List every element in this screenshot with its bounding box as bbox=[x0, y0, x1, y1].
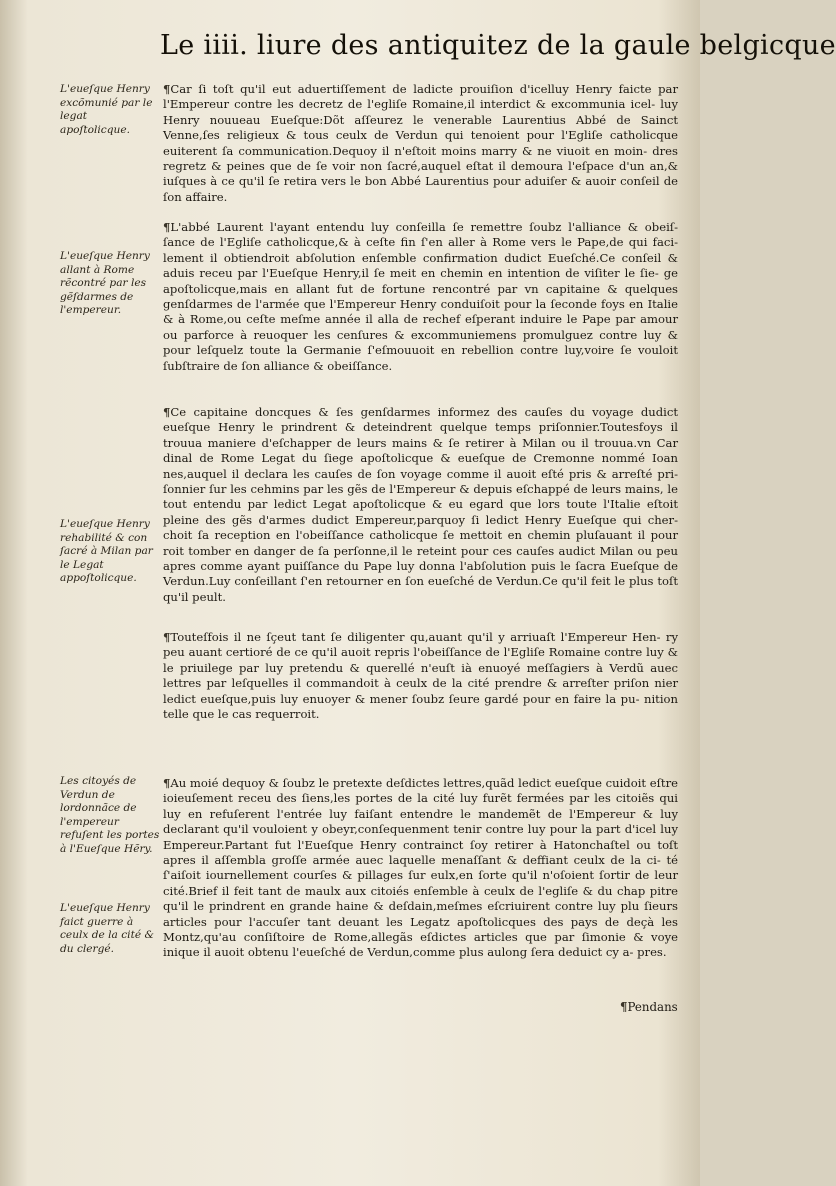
paragraph-4 bbox=[163, 630, 678, 722]
paragraph-text: Ce capitaine doncques & ſes genſdarmes informez des cauſes du voyage dudict eueſque Henry le prindrent & deteindrent quelque temps priſonnier.Toutesfoys il trouua maniere d'eſchapper de leurs mains & ſe retirer à Milan ou il trouua.vn Car dinal de Rome Legat du ſiege apoſtolicque & eueſque de Cremonne nommé Ioan nes,auquel il declara les cauſes de ſon voyage comme il auoit eſté pris & arreſté pri- ſonnier ſur les cehmins par les gẽs de l'Empereur & depuis eſchappé de leurs mains, le tout entendu par ledict Legat apoſtolicque & eu egard que lors toute l'Italie eſtoit pleine des gẽs d'armes dudict Empereur,parquoy ſi ledict Henry Eueſque qui cher- choit ſa reception en l'obeiſſance catholicque ſe mettoit en chemin pluſauant il pour roit tomber en danger de ſa perſonne,il le reteint pour ces cauſes audict Milan ou peu apres comme ayant puiſſance du Pape luy donna l'abſolution puis le ſacra Eueſque de Verdun.Luy conſeillant ſ'en retourner en ſon eueſché de Verdun.Ce qu'il feit le plus toſt qu'il peult. bbox=[163, 405, 678, 604]
paragraph-text: Touteſfois il ne ſçeut tant ſe diligenter qu,auant qu'il y arriuaſt l'Empereur Hen- ry peu auant certioré de ce qu'il auoit repris l'obeiſſance de l'Egliſe Romaine contre luy & le priuilege par luy pretendu & querellé n'euſt ià enuoyé meſſagiers à Verdũ auec lettres par leſquelles il commandoit à ceulx de la cité prendre & arreſter priſon nier ledict eueſque,puis luy enuoyer & mener ſoubz ſeure gardé pour en faire la pu- nition telle que le cas requerroit. bbox=[163, 630, 678, 722]
paragraph-2 bbox=[163, 220, 678, 374]
margin-note-citizens: Les citoyés de Verdun de lordonnãce de l'empereur refuſent les portes à l'Eueſque Hẽry. bbox=[60, 775, 160, 855]
paragraph-5 bbox=[163, 776, 678, 961]
running-header: Le iiii. liure des antiquitez de la gaule belgicque bbox=[160, 30, 836, 61]
pilcrow-icon: ¶ bbox=[163, 82, 171, 96]
margin-note-rome-journey: L'eueſque Henry allant à Rome rẽcontré par les gẽſdarmes de l'empereur. bbox=[60, 250, 150, 317]
margin-note-war: L'eueſque Henry faict guerre à ceulx de la cité & du clergé. bbox=[60, 902, 154, 955]
pilcrow-icon: ¶ bbox=[163, 405, 171, 419]
paragraph-text: Car ſi toſt qu'il eut aduertiſſement de ladicte prouiſion d'icelluy Henry faicte par l'Empereur contre les decretz de l'egliſe Romaine,il interdict & excommunia icel- luy Henry nouueau Eueſque:Dõt aſſeurez le venerable Laurentius Abbé de Sainct Venne,ſes religieux & tous ceulx de Verdun qui tenoient pour l'Egliſe catholicque euiterent ſa communication.Dequoy il n'eſtoit moins marry & ne viuoit en moin- dres regretz & peines que de ſe voir non ſacré,auquel eſtat il demoura l'eſpace d'un an,& iuſques à ce qu'il ſe retira vers le bon Abbé Laurentius pour aduiſer & auoir conſeil de ſon affaire. bbox=[163, 82, 678, 204]
paragraph-text: L'abbé Laurent l'ayant entendu luy conſeilla ſe remettre ſoubz l'alliance & obeiſ- ſance de l'Egliſe catholicque,& à ceſte fin ſ'en aller à Rome vers le Pape,de qui faci- lement il obtiendroit abſolution enſemble confirmation dudict Eueſché.Ce conſeil & aduis receu par l'Eueſque Henry,il ſe meit en chemin en intention de viſiter le ſie- ge apoſtolicque,mais en allant fut de fortune rencontré par vn capitaine & quelques genſdarmes de l'armée que l'Empereur Henry conduiſoit pour la ſeconde foys en Italie & à Rome,ou ceſte meſme année il alla de rechef eſperant induire le Pape par amour ou parforce à reuoquer les cenſures & excommuniemens promulguez contre luy & pour leſquelz toute la Germanie ſ'eſmouuoit en rebellion contre luy,voire ſe vouloit ſubſtraire de ſon alliance & obeiſſance. bbox=[163, 220, 678, 373]
paragraph-text: Au moié dequoy & ſoubz le pretexte deſdictes lettres,quãd ledict eueſque cuidoit eſtre ioieuſement receu des ſiens,les portes de la cité luy furẽt fermées par les citoiẽs qui luy en refuſerent l'entrée luy faiſant entendre le mandemẽt de l'Empereur & luy declarant qu'il vouloient y obeyr,conſequenment tenir contre luy pour la part d'icel luy Empereur.Partant fut l'Eueſque Henry contrainct ſoy retirer à Hatonchaſtel ou toſt apres il aſſembla groſſe armée auec laquelle menaſſant & deffiant ceulx de la ci- té ſ'aiſoit iournellement courſes & pillages ſur eulx,en ſorte qu'il n'oſoient ſortir de leur cité.Brief il feit tant de maulx aux citoiés enſemble à ceulx de l'egliſe & du chap pitre qu'il le prindrent en grande haine & deſdain,meſmes eſcriuirent contre luy plu ſieurs articles pour l'accuſer tant deuant les Legatz apoſtolicques des pays de deçà les Montz,qu'au conſiſtoire de Rome,allegãs eſdictes articles que par ſimonie & voye inique il auoit obtenu l'eueſché de Verdun,comme plus aulong ſera deduict cy a- pres. bbox=[163, 776, 678, 960]
pilcrow-icon: ¶ bbox=[163, 630, 171, 644]
paragraph-3 bbox=[163, 405, 678, 605]
catchword-text: Pendans bbox=[627, 1000, 678, 1014]
catchword bbox=[620, 1000, 678, 1014]
pilcrow-icon: ¶ bbox=[163, 776, 171, 790]
margin-note-excommunication: L'eueſque Henry excõmunié par le legat apoſtolicque. bbox=[60, 83, 153, 136]
margin-note-milan: L'eueſque Henry rehabilité & con ſacré à Milan par le Legat appoſtolicque. bbox=[60, 518, 153, 585]
pilcrow-icon: ¶ bbox=[620, 1000, 628, 1014]
paragraph-1 bbox=[163, 82, 678, 205]
pilcrow-icon: ¶ bbox=[163, 220, 171, 234]
